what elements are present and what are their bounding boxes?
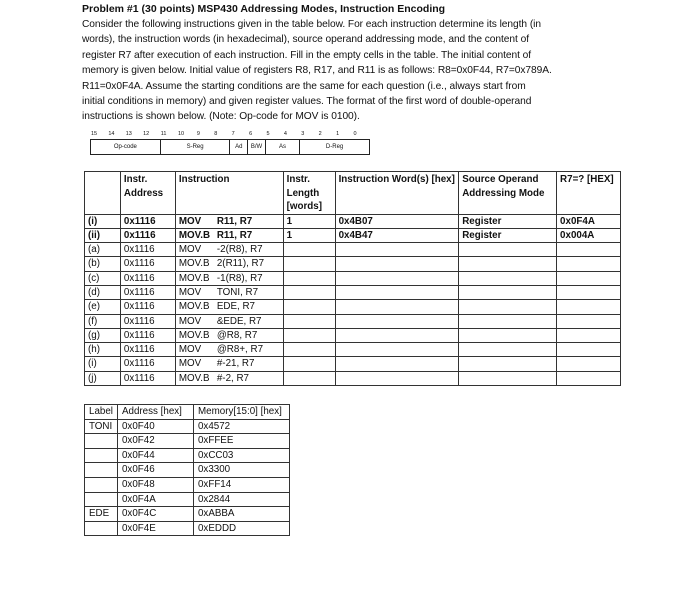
table-header-row [85, 405, 290, 420]
mem-label: TONI [85, 419, 118, 434]
instr-address: 0x1116 [120, 243, 175, 257]
table-row [85, 357, 621, 371]
col-header: Source Operand Addressing Mode [459, 172, 557, 215]
table-row [85, 285, 621, 299]
instr-address: 0x1116 [120, 228, 175, 242]
row-id: (a) [85, 243, 121, 257]
field-as: As [266, 140, 300, 154]
mnemonic: MOV [178, 286, 202, 298]
instr-address: 0x1116 [120, 314, 175, 328]
row-id: (i) [85, 214, 121, 228]
instruction [175, 328, 283, 342]
mem-value: 0x4572 [193, 419, 289, 434]
instr-words-empty[interactable] [335, 271, 459, 285]
addressing-mode-empty[interactable] [459, 271, 557, 285]
mnemonic: MOV.B [178, 272, 210, 284]
instr-address: 0x1116 [120, 328, 175, 342]
mnemonic: MOV.B [178, 372, 210, 384]
problem-line: memory is given below. Initial value of registers R8, R17, and R11 is as follows: R8=0x0F44, R7=0x789A. [82, 65, 552, 77]
table-row [85, 314, 621, 328]
instr-address: 0x1116 [120, 285, 175, 299]
operands: R11, R7 [216, 229, 253, 241]
r7-value-empty[interactable] [557, 257, 621, 271]
mnemonic: MOV.B [178, 301, 210, 313]
mem-value: 0xABBA [193, 507, 289, 522]
operands: -2(R8), R7 [216, 244, 263, 256]
r7-value-empty[interactable] [557, 357, 621, 371]
mnemonic: MOV [178, 244, 202, 256]
bit-number: 1 [336, 131, 340, 137]
table-row [85, 434, 290, 449]
instr-words-empty[interactable] [335, 285, 459, 299]
operands: @R8+, R7 [216, 344, 264, 356]
instruction [175, 214, 283, 228]
table-row [85, 243, 621, 257]
instruction [175, 271, 283, 285]
table-row [85, 257, 621, 271]
bit-number: 2 [318, 131, 322, 137]
instr-length-empty[interactable] [283, 243, 335, 257]
row-id: (d) [85, 285, 121, 299]
mem-label: EDE [85, 507, 118, 522]
bit-number: 14 [108, 131, 115, 137]
operands: EDE, R7 [216, 301, 255, 313]
mnemonic: MOV [178, 358, 202, 370]
operands: -1(R8), R7 [216, 272, 263, 284]
mem-label [85, 477, 118, 492]
instr-length-empty[interactable] [283, 257, 335, 271]
r7-value-empty[interactable] [557, 343, 621, 357]
mem-address: 0x0F42 [117, 434, 193, 449]
instr-length-empty[interactable] [283, 314, 335, 328]
bit-number: 13 [125, 131, 132, 137]
bit-number: 15 [90, 131, 98, 137]
field-bw: B/W [248, 140, 266, 154]
addressing-mode-empty[interactable] [459, 285, 557, 299]
field-sreg: S-Reg [161, 140, 231, 154]
table-row [85, 228, 621, 242]
mem-value: 0xCC03 [193, 448, 289, 463]
bit-number: 3 [301, 131, 305, 137]
addressing-mode-empty[interactable] [459, 371, 557, 385]
instr-words-empty[interactable] [335, 371, 459, 385]
table-row [85, 477, 290, 492]
addressing-mode-empty[interactable] [459, 243, 557, 257]
field-dreg: D-Reg [325, 144, 344, 150]
addressing-mode-empty[interactable] [459, 343, 557, 357]
instr-address: 0x1116 [120, 257, 175, 271]
instr-length: 1 [283, 214, 335, 228]
instruction [175, 243, 283, 257]
col-header: R7=? [HEX] [557, 172, 621, 215]
table-row [85, 214, 621, 228]
table-row [85, 371, 621, 385]
mem-address: 0x0F48 [117, 477, 193, 492]
r7-value-empty[interactable] [557, 271, 621, 285]
r7-value-empty[interactable] [557, 285, 621, 299]
row-id: (i) [85, 357, 121, 371]
instr-words: 0x4B47 [335, 228, 459, 242]
r7-value-empty[interactable] [557, 328, 621, 342]
instr-length-empty[interactable] [283, 343, 335, 357]
problem-line: words), the instruction words (in hexadecimal), source operand addressing mode, and the content of [82, 34, 529, 46]
operands: #-2, R7 [216, 372, 249, 384]
instr-words-empty[interactable] [335, 357, 459, 371]
table-row [85, 271, 621, 285]
instr-length: 1 [283, 228, 335, 242]
instruction [175, 285, 283, 299]
table-row [85, 343, 621, 357]
problem-line: initial conditions in memory) and given register values. The format of the first word of double-operand [82, 96, 532, 108]
instr-address: 0x1116 [120, 271, 175, 285]
instruction [175, 314, 283, 328]
mem-label [85, 463, 118, 478]
instruction [175, 371, 283, 385]
instr-length-empty[interactable] [283, 271, 335, 285]
table-row [85, 419, 290, 434]
bit-number: 0 [353, 131, 357, 137]
mem-value: 0x2844 [193, 492, 289, 507]
instruction-table [84, 171, 621, 386]
mnemonic: MOV.B [178, 329, 210, 341]
mem-label [85, 492, 118, 507]
addressing-mode-empty[interactable] [459, 328, 557, 342]
r7-value-empty[interactable] [557, 300, 621, 314]
bit-number: 8 [214, 131, 218, 137]
instr-length-empty[interactable] [283, 300, 335, 314]
addressing-mode-empty[interactable] [459, 300, 557, 314]
problem-title: Problem #1 (30 points) MSP430 Addressing Modes, Instruction Encoding [82, 3, 446, 15]
instruction-format-diagram [90, 131, 370, 155]
mem-value: 0xEDDD [193, 521, 289, 536]
table-row [85, 507, 290, 522]
mem-address: 0x0F44 [117, 448, 193, 463]
instr-address: 0x1116 [120, 343, 175, 357]
mem-value: 0xFFEE [193, 434, 289, 449]
operands: &EDE, R7 [216, 315, 262, 327]
row-id: (j) [85, 371, 121, 385]
row-id: (g) [85, 328, 121, 342]
col-header: Memory[15:0] [hex] [193, 405, 289, 420]
mnemonic: MOV.B [178, 258, 210, 270]
col-header: Instruction [175, 172, 283, 215]
addressing-mode: Register [459, 228, 557, 242]
instr-address: 0x1116 [120, 371, 175, 385]
instr-words-empty[interactable] [335, 300, 459, 314]
r7-value: 0x004A [557, 228, 621, 242]
col-header: Instr. Length [words] [283, 172, 335, 215]
problem-line: Consider the following instructions given in the table below. For each instruction determine its length (in [82, 19, 541, 30]
format-fields [90, 139, 370, 155]
instr-words: 0x4B07 [335, 214, 459, 228]
instr-length-empty[interactable] [283, 285, 335, 299]
mem-address: 0x0F4A [117, 492, 193, 507]
instruction [175, 343, 283, 357]
table-header-row [85, 172, 621, 215]
problem-line: R11=0x0F4A. Assume the starting conditions are the same for each question (i.e., always start from [82, 80, 526, 92]
instr-length-empty[interactable] [283, 328, 335, 342]
memory-table [84, 404, 290, 536]
mem-label [85, 521, 118, 536]
field-ad: Ad [230, 140, 248, 154]
problem-text [82, 2, 622, 125]
row-id: (b) [85, 257, 121, 271]
mem-label [85, 434, 118, 449]
table-row [85, 328, 621, 342]
mnemonic: MOV [178, 315, 202, 327]
mem-value: 0xFF14 [193, 477, 289, 492]
mnemonic: MOV.B [178, 229, 211, 241]
row-id: (h) [85, 343, 121, 357]
bit-number: 7 [231, 131, 235, 137]
mem-address: 0x0F40 [117, 419, 193, 434]
mem-address: 0x0F46 [117, 463, 193, 478]
row-id: (e) [85, 300, 121, 314]
instr-address: 0x1116 [120, 357, 175, 371]
instr-words-empty[interactable] [335, 328, 459, 342]
row-id: (ii) [85, 228, 121, 242]
col-header: Label [85, 405, 118, 420]
bit-number: 12 [143, 131, 150, 137]
bit-number: 11 [160, 131, 167, 137]
operands: R11, R7 [216, 215, 253, 227]
instruction [175, 228, 283, 242]
r7-value-empty[interactable] [557, 243, 621, 257]
mem-value: 0x3300 [193, 463, 289, 478]
instr-words-empty[interactable] [335, 243, 459, 257]
instr-words-empty[interactable] [335, 343, 459, 357]
mnemonic: MOV [178, 215, 202, 227]
table-row [85, 448, 290, 463]
addressing-mode-empty[interactable] [459, 257, 557, 271]
addressing-mode-empty[interactable] [459, 357, 557, 371]
bit-numbers [90, 131, 370, 139]
addressing-mode: Register [459, 214, 557, 228]
operands: #-21, R7 [216, 358, 255, 370]
operands: TONI, R7 [216, 286, 259, 298]
field-opcode: Op-code [91, 140, 161, 154]
r7-value-empty[interactable] [557, 314, 621, 328]
instruction [175, 300, 283, 314]
table-row [85, 521, 290, 536]
mem-label [85, 448, 118, 463]
instr-words-empty[interactable] [335, 257, 459, 271]
instr-words-empty[interactable] [335, 314, 459, 328]
mnemonic: MOV [178, 344, 202, 356]
col-header: Address [hex] [117, 405, 193, 420]
problem-line: instructions is shown below. (Note: Op-code for MOV is 0100). [82, 111, 360, 123]
mem-address: 0x0F4E [117, 521, 193, 536]
row-id: (c) [85, 271, 121, 285]
operands: 2(R11), R7 [216, 258, 265, 270]
table-row [85, 300, 621, 314]
instr-address: 0x1116 [120, 214, 175, 228]
col-header: Instr. Address [120, 172, 175, 215]
r7-value: 0x0F4A [557, 214, 621, 228]
operands: @R8, R7 [216, 329, 258, 341]
mem-address: 0x0F4C [117, 507, 193, 522]
addressing-mode-empty[interactable] [459, 314, 557, 328]
table-row [85, 463, 290, 478]
instruction [175, 257, 283, 271]
instr-length-empty[interactable] [283, 371, 335, 385]
row-id: (f) [85, 314, 121, 328]
col-header [85, 172, 121, 215]
table-row [85, 492, 290, 507]
bit-number: 5 [266, 131, 270, 137]
r7-value-empty[interactable] [557, 371, 621, 385]
instr-address: 0x1116 [120, 300, 175, 314]
bit-number: 10 [177, 131, 185, 137]
bit-number: 9 [196, 131, 200, 137]
instr-length-empty[interactable] [283, 357, 335, 371]
problem-line: register R7 after execution of each instruction. Fill in the empty cells in the table. The initial content of [82, 49, 532, 61]
col-header: Instruction Word(s) [hex] [335, 172, 459, 215]
bit-number: 4 [283, 131, 287, 137]
bit-number: 6 [249, 131, 253, 137]
instruction [175, 357, 283, 371]
